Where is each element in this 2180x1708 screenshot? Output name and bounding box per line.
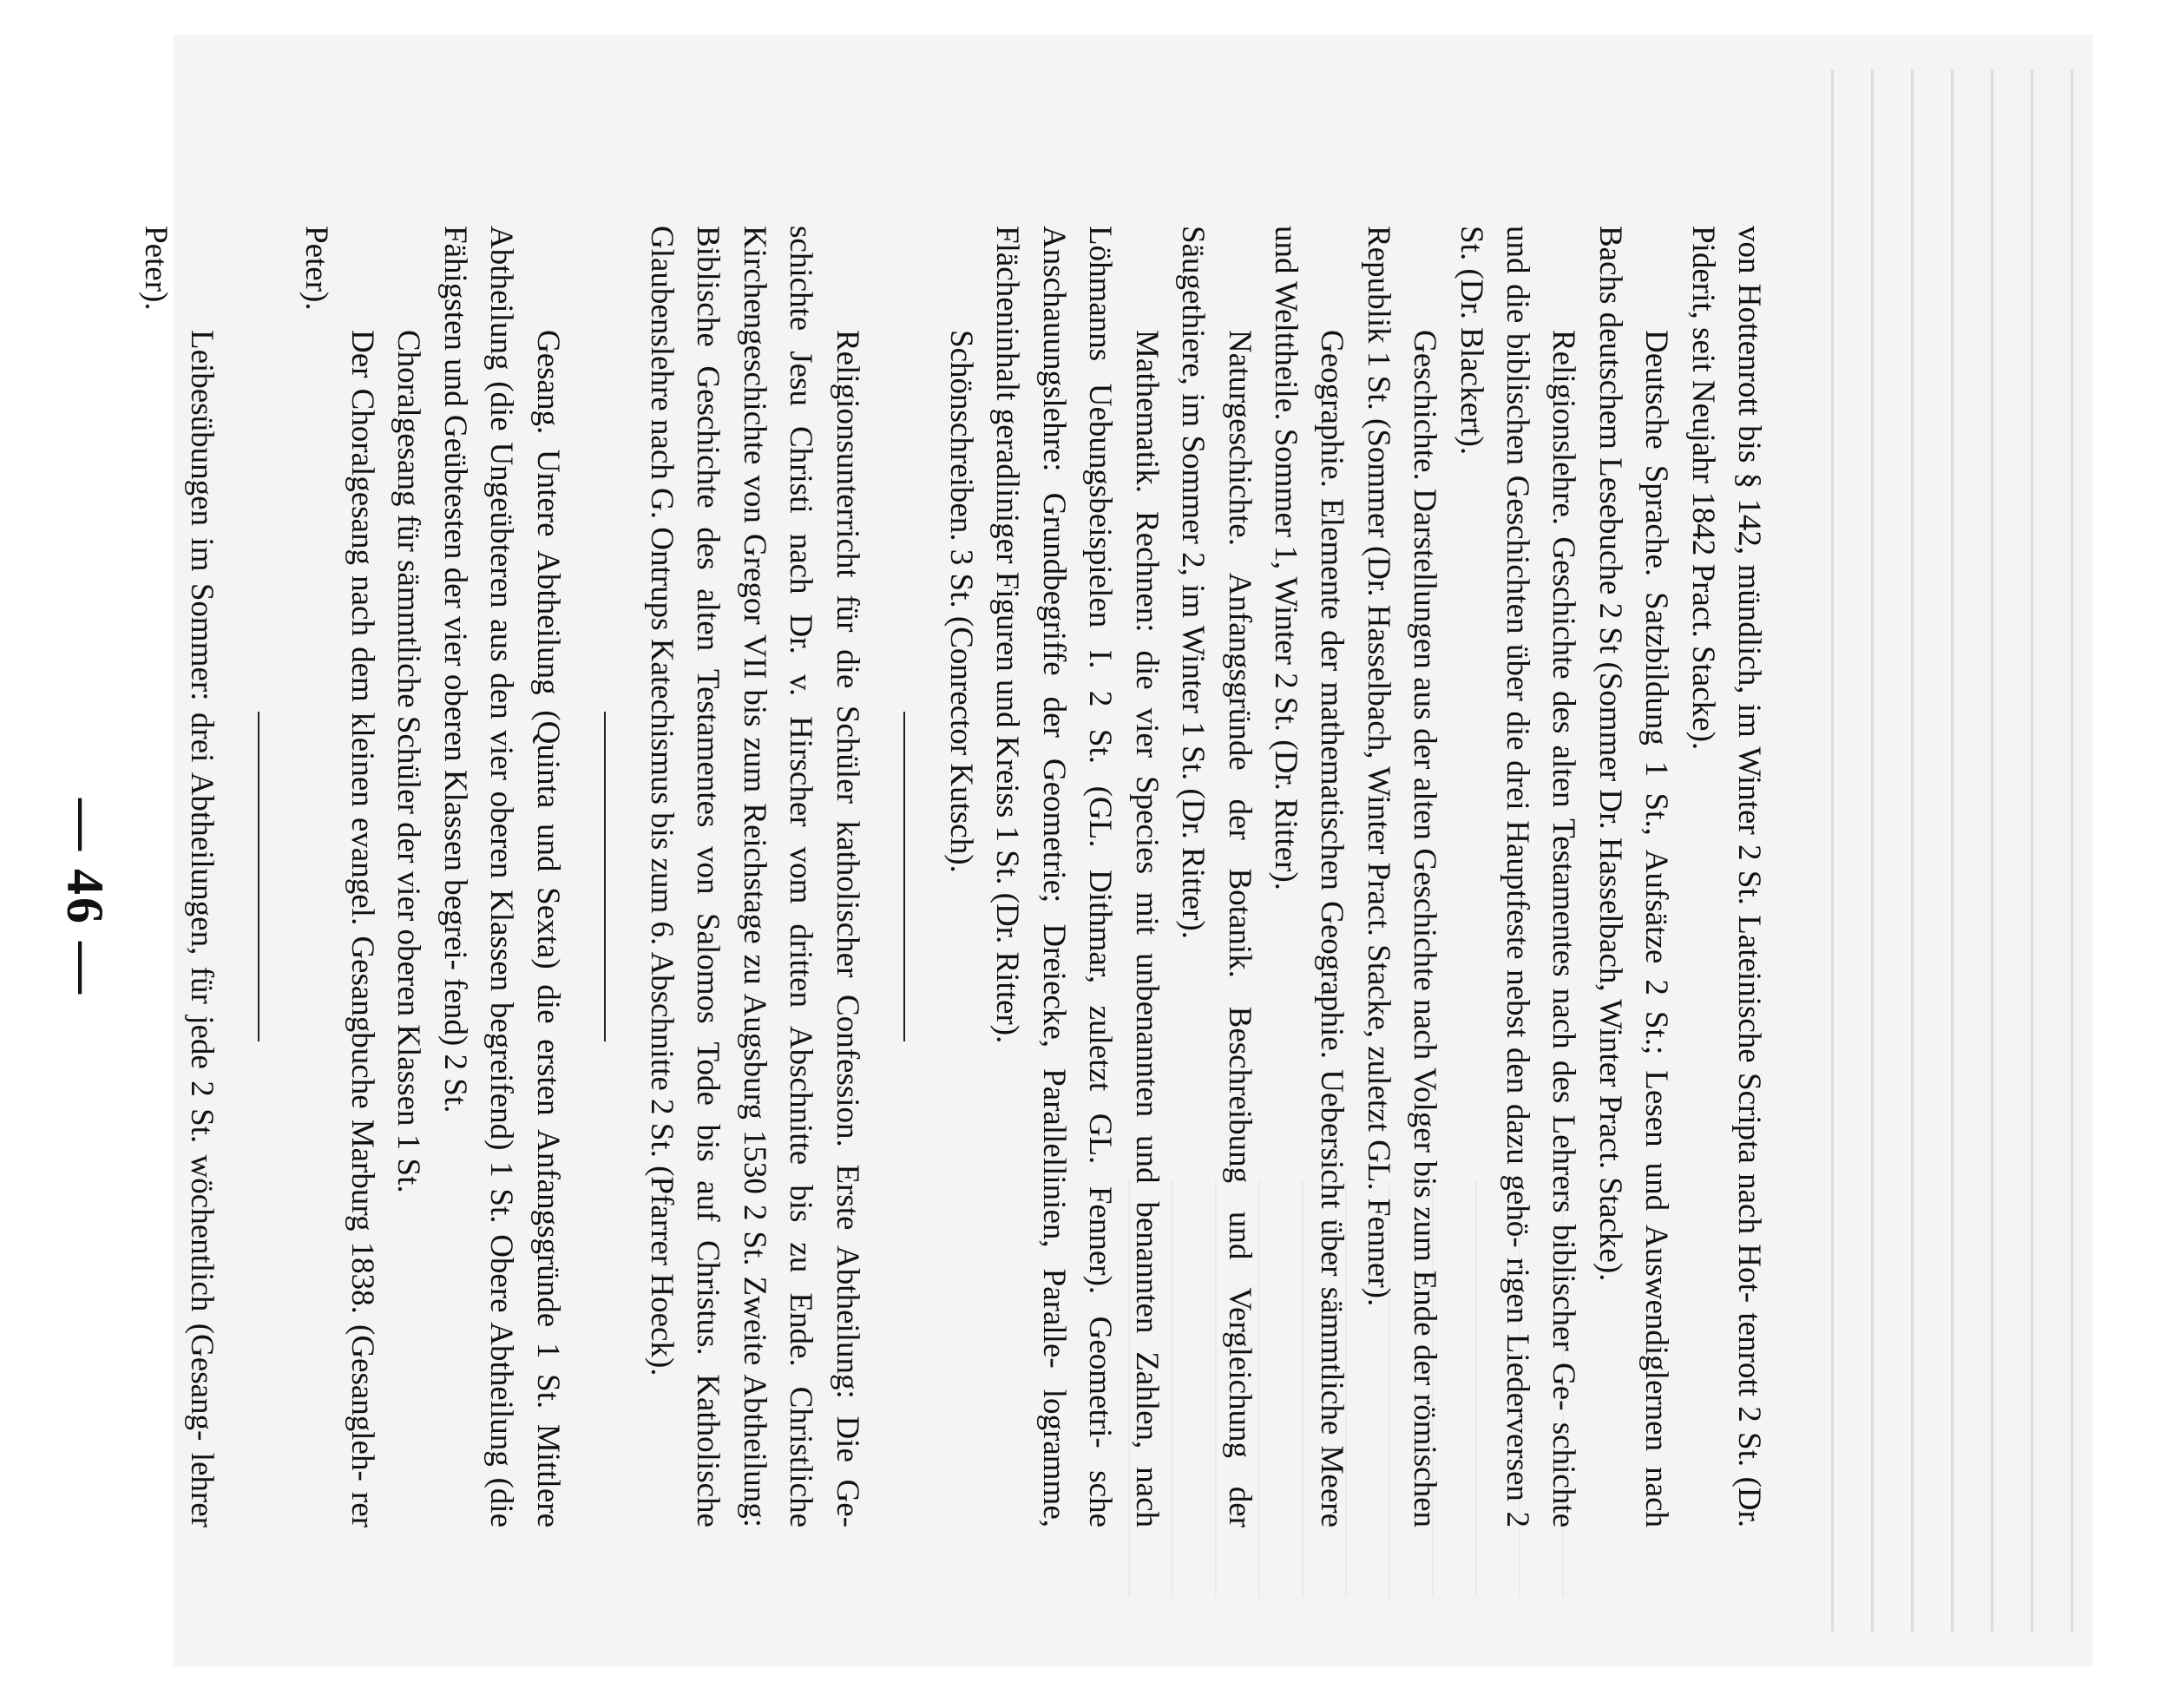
text-line: Leibesübungen im Sommer: drei Abtheilungen, für jede 2 St. wöchentlich (Gesang- <box>184 330 220 1442</box>
text-line: 2 St. Zweite Abtheilung: Biblische Geschichte des alten Testamentes von Salomos <box>690 226 772 1528</box>
paragraph-deutsche-sprache <box>1586 226 1679 1527</box>
text-line: Obere Abtheilung (die Fähigsten und Geübtesten der vier oberen Klassen begrei- <box>437 226 520 1527</box>
page-number: — 46 — <box>56 798 114 996</box>
paragraph-gesang <box>431 226 570 1527</box>
text-line: GL. Fenner). <box>1360 1140 1396 1307</box>
page-body <box>132 226 1772 1527</box>
text-line: logramme, Flächeninhalt geradliniger Figuren und Kreiss 1 St. (Dr. Ritter). <box>989 226 1072 1528</box>
text-line: Gesang. Untere Abtheilung (Quinta und Sexta) die ersten Anfangsgründe 1 St. <box>529 330 566 1409</box>
paragraph-leibesuebungen <box>132 226 225 1527</box>
text-line: Geographie. Elemente der mathematischen Geographie. Uebersicht über sämmtliche <box>1314 330 1350 1435</box>
text-line: schichte und die biblischen Geschichten über die drei Hauptfeste nebst den dazu gehö- <box>1499 226 1582 1528</box>
text-line: rigen Liederversen 2 St. (Dr. Blackert). <box>1453 226 1535 1527</box>
section-divider <box>258 712 259 1041</box>
paragraph-latin <box>1679 226 1772 1527</box>
text-line: Geschichte. Darstellungen aus der alten Geschichte nach Volger bis zum Ende der <box>1407 330 1443 1386</box>
text-line: Schönschreiben. 3 St. (Conrector Kutsch). <box>943 330 980 873</box>
text-line: römischen Republik 1 St. (Sommer (Dr. Hasselbach, Winter Pract. Stacke, zuletzt <box>1360 226 1443 1527</box>
text-line: Naturgeschichte. Anfangsgründe der Botanik. Beschreibung und Vergleichung der <box>1221 330 1257 1527</box>
paragraph-naturgeschichte <box>1170 226 1263 1527</box>
text-line: Choralgesang für sämmtliche Schüler der vier oberen Klassen 1 St. <box>391 330 427 1193</box>
text-line: Christliche Kirchengeschichte von Gregor VII bis zum Reichstage zu Augsburg 1530 <box>736 226 819 1528</box>
text-line: Mathematik. Rechnen: die vier Species mit unbenannten und benannten Zahlen, nach <box>1128 330 1165 1527</box>
text-line: Der Choralgesang nach dem kleinen evangel. Gesangbuche Marburg 1838. (Gesangleh- <box>345 330 381 1481</box>
paragraph-religionsunterricht-katholisch <box>639 226 870 1527</box>
text-line: sche Anschauungslehre: Grundbegriffe der Geometrie; Dreiecke, Parallellinien, Paralle- <box>1035 226 1119 1527</box>
text-line: zum 6. Abschnitte 2 St. (Pfarrer Hoeck). <box>644 857 680 1376</box>
paragraph-geographie <box>1263 226 1356 1527</box>
text-line: nach Bachs deutschem Lesebuche 2 St (Sommer Dr. Hasselbach, Winter Pract. Stacke). <box>1592 226 1675 1527</box>
text-line: fend) 2 St. <box>437 978 473 1113</box>
section-divider <box>604 712 606 1041</box>
text-line: Religionsunterricht für die Schüler katholischer Confession. Erste Abtheilung: Die Ge- <box>829 330 865 1527</box>
text-line: Religionslehre. Geschichte des alten Testamentes nach des Lehrers biblischer Ge- <box>1546 330 1582 1411</box>
running-head <box>55 798 115 996</box>
text-line: lehrer Peter). <box>137 226 220 1528</box>
text-line: tenrott 2 St. (Dr. Piderit, seit Neujahr 1842 Pract. Stacke). <box>1684 226 1767 1528</box>
text-line: Tode bis auf Christus. Katholische Glaubenslehre nach G. Ontrups Katechismus bis <box>644 226 726 1527</box>
text-line: von Hottenrott bis § 142, mündlich, im Winter 2 St. Lateinische Scripta nach Hot- <box>1731 226 1767 1304</box>
text-line: Deutsche Sprache. Satzbildung 1 St., Aufsätze 2 St.; Lesen und Auswendiglernen <box>1638 330 1675 1452</box>
paragraph-mathematik <box>984 226 1170 1527</box>
text-line: rer Peter). <box>298 226 381 1527</box>
text-line: Mittlere Abtheilung (die Ungeübteren aus den vier oberen Klassen begreifend) 1 St. <box>483 226 566 1527</box>
text-line: Säugethiere, im Sommer 2, im Winter 1 St. (Dr. Ritter). <box>1175 226 1211 939</box>
text-line: Meere und Welttheile. Sommer 1, Winter 2 St. (Dr. Ritter). <box>1267 226 1350 1527</box>
paragraph-schoenschreiben <box>938 226 984 1527</box>
paragraph-religionslehre <box>1448 226 1586 1527</box>
paragraph-choralgesang-gesangbuch <box>292 226 385 1527</box>
paragraph-geschichte <box>1355 226 1448 1527</box>
paragraph-choralgesang <box>385 226 431 1527</box>
text-line: schichte Jesu Christi nach Dr. v. Hirscher vom dritten Abschnitte bis zu Ende. <box>783 226 819 1367</box>
text-line: Löhmanns Uebungsbeispielen I. 2 St. (GL. Dithmar, zuletzt GL. Fenner). Geometri- <box>1082 226 1119 1449</box>
section-divider <box>903 712 905 1041</box>
